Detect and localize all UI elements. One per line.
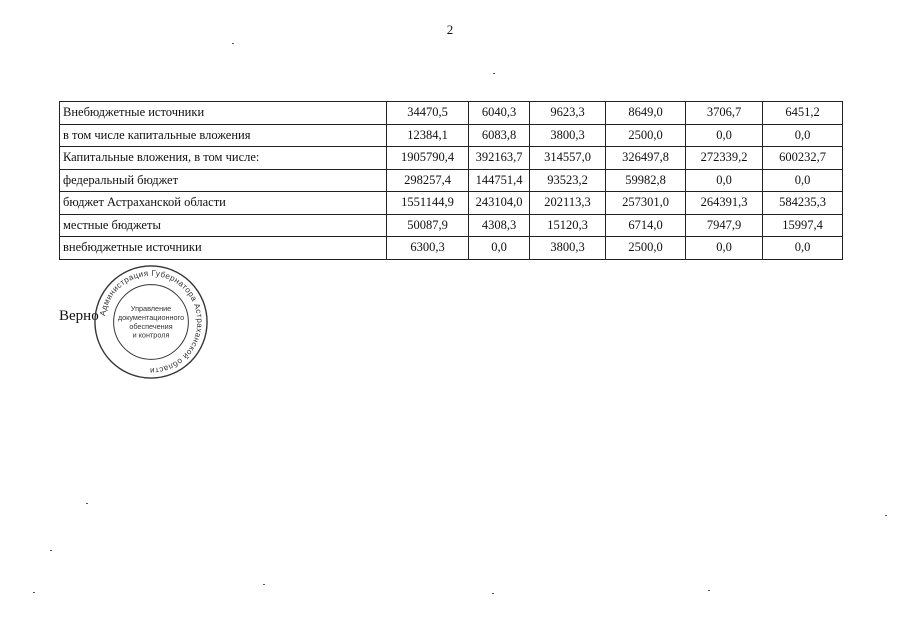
table-cell: 7947,9	[686, 214, 763, 237]
stamp-inner-line: обеспечения	[129, 321, 173, 331]
table-cell: 0,0	[763, 237, 843, 260]
table-cell: 0,0	[763, 169, 843, 192]
table-cell: 1905790,4	[387, 147, 469, 170]
table-cell: 12384,1	[387, 124, 469, 147]
scan-speck	[708, 590, 710, 591]
table-cell: 93523,2	[530, 169, 606, 192]
scan-speck	[232, 43, 234, 44]
verno-label: Верно	[59, 308, 99, 324]
row-label: в том числе капитальные вложения	[60, 124, 387, 147]
row-label: Внебюджетные источники	[60, 102, 387, 125]
table-cell: 8649,0	[606, 102, 686, 125]
table-cell: 202113,3	[530, 192, 606, 215]
table-cell: 15997,4	[763, 214, 843, 237]
scan-speck	[885, 515, 887, 516]
table-cell: 298257,4	[387, 169, 469, 192]
scan-speck	[50, 550, 52, 551]
table-cell: 34470,5	[387, 102, 469, 125]
table-cell: 326497,8	[606, 147, 686, 170]
table-cell: 59982,8	[606, 169, 686, 192]
table-cell: 314557,0	[530, 147, 606, 170]
table-row	[60, 147, 843, 170]
scan-speck	[493, 73, 495, 74]
table-cell: 392163,7	[469, 147, 530, 170]
table-cell: 2500,0	[606, 124, 686, 147]
table-cell: 15120,3	[530, 214, 606, 237]
table-cell: 4308,3	[469, 214, 530, 237]
row-label: бюджет Астраханской области	[60, 192, 387, 215]
row-label: Капитальные вложения, в том числе:	[60, 147, 387, 170]
stamp-inner-line: документационного	[117, 313, 185, 323]
stamp-inner-line: Управление	[130, 304, 172, 314]
table-cell: 1551144,9	[387, 192, 469, 215]
scan-speck	[86, 503, 88, 504]
table-cell: 6451,2	[763, 102, 843, 125]
table-row	[60, 124, 843, 147]
scan-speck	[492, 593, 494, 594]
row-label: федеральный бюджет	[60, 169, 387, 192]
stamp-outer-text: Администрация Губернатора Астраханской области	[98, 268, 205, 376]
table-body	[60, 102, 843, 260]
official-stamp	[92, 263, 210, 381]
budget-table	[59, 101, 843, 260]
table-cell: 2500,0	[606, 237, 686, 260]
table-row	[60, 102, 843, 125]
scan-speck	[33, 592, 35, 593]
scan-speck	[263, 584, 265, 585]
row-label: внебюджетные источники	[60, 237, 387, 260]
table-cell: 257301,0	[606, 192, 686, 215]
table-cell: 600232,7	[763, 147, 843, 170]
table-cell: 6714,0	[606, 214, 686, 237]
table-cell: 0,0	[686, 237, 763, 260]
table-cell: 50087,9	[387, 214, 469, 237]
table-row	[60, 214, 843, 237]
table-cell: 0,0	[763, 124, 843, 147]
table-cell: 0,0	[686, 169, 763, 192]
table-cell: 0,0	[686, 124, 763, 147]
table-cell: 3800,3	[530, 124, 606, 147]
table-cell: 264391,3	[686, 192, 763, 215]
table-cell: 6040,3	[469, 102, 530, 125]
table-cell: 0,0	[469, 237, 530, 260]
page-number: 2	[446, 22, 454, 37]
row-label: местные бюджеты	[60, 214, 387, 237]
table-cell: 144751,4	[469, 169, 530, 192]
table-cell: 9623,3	[530, 102, 606, 125]
table-cell: 243104,0	[469, 192, 530, 215]
table-row	[60, 237, 843, 260]
table-cell: 6300,3	[387, 237, 469, 260]
table-cell: 272339,2	[686, 147, 763, 170]
table-row	[60, 169, 843, 192]
table-cell: 3706,7	[686, 102, 763, 125]
table-cell: 3800,3	[530, 237, 606, 260]
table-cell: 584235,3	[763, 192, 843, 215]
table-row	[60, 192, 843, 215]
table-cell: 6083,8	[469, 124, 530, 147]
stamp-inner-line: и контроля	[132, 330, 170, 340]
